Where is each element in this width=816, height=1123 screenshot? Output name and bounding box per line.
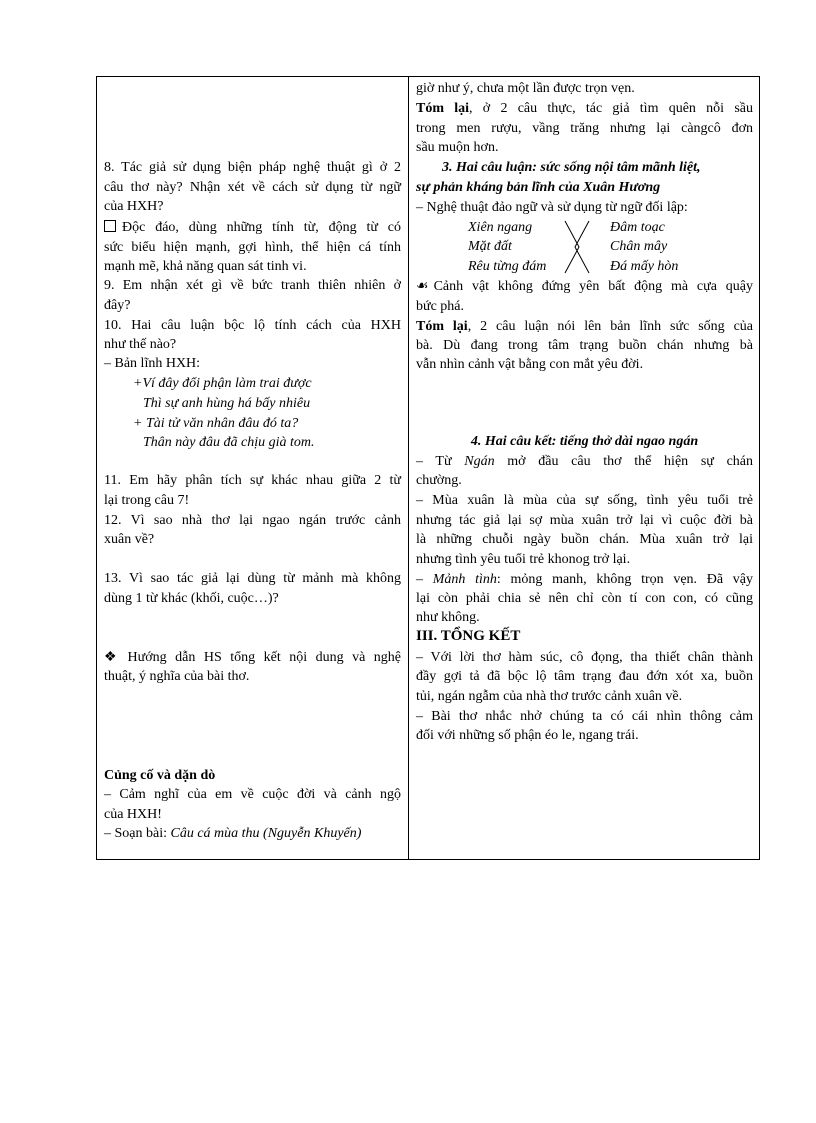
question-10: 10. Hai câu luận bộc lộ tính cách của HXH bbox=[104, 318, 401, 333]
art-technique: – Nghệ thuật đảo ngữ và sử dụng từ ngữ đối lập: bbox=[416, 200, 688, 215]
question-8-cont: câu thơ này? Nhận xét về cách sử dụng từ ngữ bbox=[104, 180, 401, 195]
question-8-end: của HXH? bbox=[104, 199, 164, 214]
summary-final-2: đầy gợi tả đã bộc lộ tâm trạng đau đớn xót xa, buồn bbox=[416, 669, 753, 684]
spring-note: – Mùa xuân là mùa của sự sống, tình yêu tuổi trẻ bbox=[416, 493, 753, 508]
guide-line-end: thuật, ý nghĩa của bài thơ. bbox=[104, 669, 250, 684]
section-cung-co-title: Củng cố và dặn dò bbox=[104, 768, 216, 783]
question-8: 8. Tác giả sử dụng biện pháp nghệ thuật gì ở 2 bbox=[104, 160, 401, 175]
summary-1-cont: trong men rượu, vầng trăng nhưng lại càngcô đơn bbox=[416, 121, 753, 136]
poem-line-4: Thân này đâu đã chịu già tom. bbox=[143, 435, 315, 450]
word-right-1: Đâm toạc bbox=[610, 220, 665, 235]
guide-line: ❖ Hướng dẫn HS tổng kết nội dung và nghệ bbox=[104, 650, 401, 665]
poem-line-3: + Tài tử văn nhân đâu đó ta? bbox=[133, 416, 299, 431]
column-divider bbox=[408, 77, 409, 859]
ngan-note-end: chường. bbox=[416, 473, 462, 488]
word-left-1: Xiên ngang bbox=[468, 220, 533, 235]
question-11-end: lại trong câu 7! bbox=[104, 493, 190, 508]
question-13: 13. Vì sao tác giả lại dùng từ mảnh mà không bbox=[104, 571, 401, 586]
right-line-1: giờ như ý, chưa một lần được trọn vẹn. bbox=[416, 81, 635, 96]
word-right-2: Chân mây bbox=[610, 239, 668, 254]
cung-co-line-3: – Soạn bài: Câu cá mùa thu (Nguyễn Khuyến) bbox=[104, 826, 362, 841]
question-9: 9. Em nhận xét gì về bức tranh thiên nhiên ở bbox=[104, 278, 401, 293]
question-13-end: dùng 1 từ khác (khối, cuộc…)? bbox=[104, 591, 279, 606]
scene-note: ☙ Cảnh vật không đứng yên bất động mà cựa quậy bbox=[416, 279, 753, 294]
question-11: 11. Em hãy phân tích sự khác nhau giữa 2 từ bbox=[104, 473, 401, 488]
answer-8: Độc đáo, dùng những tính từ, động từ có bbox=[104, 218, 401, 237]
spring-note-4: nhưng tình yêu tuổi trẻ khonog trở lại. bbox=[416, 552, 631, 567]
heading-3-cont: sự phản kháng bản lĩnh của Xuân Hương bbox=[416, 180, 661, 195]
ngan-note: – Từ Ngán mở đầu câu thơ thể hiện sự chán bbox=[416, 454, 753, 469]
cung-co-line-2: của HXH! bbox=[104, 807, 162, 822]
leaf-bullet-icon: ☙ bbox=[416, 279, 429, 294]
spring-note-2: nhưng tác giả lại sợ mùa xuân trở lại vì cuộc đời bà bbox=[416, 513, 753, 528]
ban-linh-label: – Bản lĩnh HXH: bbox=[104, 356, 201, 371]
scene-note-end: bức phá. bbox=[416, 299, 465, 314]
question-12-end: xuân về? bbox=[104, 532, 155, 547]
cung-co-line-1: – Cảm nghĩ của em về cuộc đời và cảnh ngộ bbox=[104, 787, 401, 802]
lesson-table bbox=[96, 76, 760, 860]
square-bullet-icon bbox=[104, 220, 116, 232]
answer-8-end: mạnh mẽ, khả năng quan sát tinh vi. bbox=[104, 259, 307, 274]
spring-note-3: là những chuỗi ngày buồn chán. Mùa xuân trở lại bbox=[416, 532, 753, 547]
question-9-end: đây? bbox=[104, 298, 131, 313]
question-12: 12. Vì sao nhà thơ lại ngao ngán trước cảnh bbox=[104, 513, 401, 528]
question-10-end: như thế nào? bbox=[104, 337, 177, 352]
summary-1-end: sầu muộn hơn. bbox=[416, 140, 499, 155]
diamond-bullet-icon: ❖ bbox=[104, 650, 122, 665]
manh-tinh-note-3: như không. bbox=[416, 610, 480, 625]
summary-2-cont: bà. Dù đang trong tâm trạng buồn chán nhưng bà bbox=[416, 338, 753, 353]
heading-3: 3. Hai câu luận: sức sống nội tâm mãnh liệt, bbox=[442, 160, 701, 175]
summary-final-5: đối với những số phận éo le, ngang trái. bbox=[416, 728, 639, 743]
heading-tong-ket: III. TỔNG KẾT bbox=[416, 628, 521, 644]
manh-tinh-note: – Mảnh tình: mỏng manh, không trọn vẹn. Đã vậy bbox=[416, 572, 754, 587]
summary-2: Tóm lại, 2 câu luận nói lên bản lĩnh sức sống của bbox=[416, 319, 753, 334]
answer-8-cont: sức biểu hiện mạnh, gợi hình, thể hiện cá tính bbox=[104, 240, 401, 255]
poem-line-2: Thì sự anh hùng há bấy nhiêu bbox=[143, 396, 311, 411]
summary-1: Tóm lại, ở 2 câu thực, tác giả tìm quên nỗi sầu bbox=[416, 101, 753, 116]
word-left-3: Rêu từng đám bbox=[468, 259, 547, 274]
contrast-bracket-icon bbox=[561, 219, 593, 275]
summary-final-1: – Với lời thơ hàm súc, cô đọng, tha thiết chân thành bbox=[416, 650, 753, 665]
poem-line-1: +Ví đây đổi phận làm trai được bbox=[133, 376, 312, 391]
summary-final-3: tủi, ngán ngẫm của nhà thơ trước cảnh xuân về. bbox=[416, 689, 683, 704]
summary-final-4: – Bài thơ nhắc nhở chúng ta có cái nhìn thông cảm bbox=[416, 709, 753, 724]
manh-tinh-note-2: lại còn phải chia sẻ nên chỉ còn tí con con, có cũng bbox=[416, 591, 753, 606]
summary-2-end: vẫn nhìn cảnh vật bằng con mắt yêu đời. bbox=[416, 357, 644, 372]
heading-4: 4. Hai câu kết: tiếng thở dài ngao ngán bbox=[470, 434, 699, 449]
word-right-3: Đá mấy hòn bbox=[610, 259, 679, 274]
word-left-2: Mặt đất bbox=[468, 239, 512, 254]
